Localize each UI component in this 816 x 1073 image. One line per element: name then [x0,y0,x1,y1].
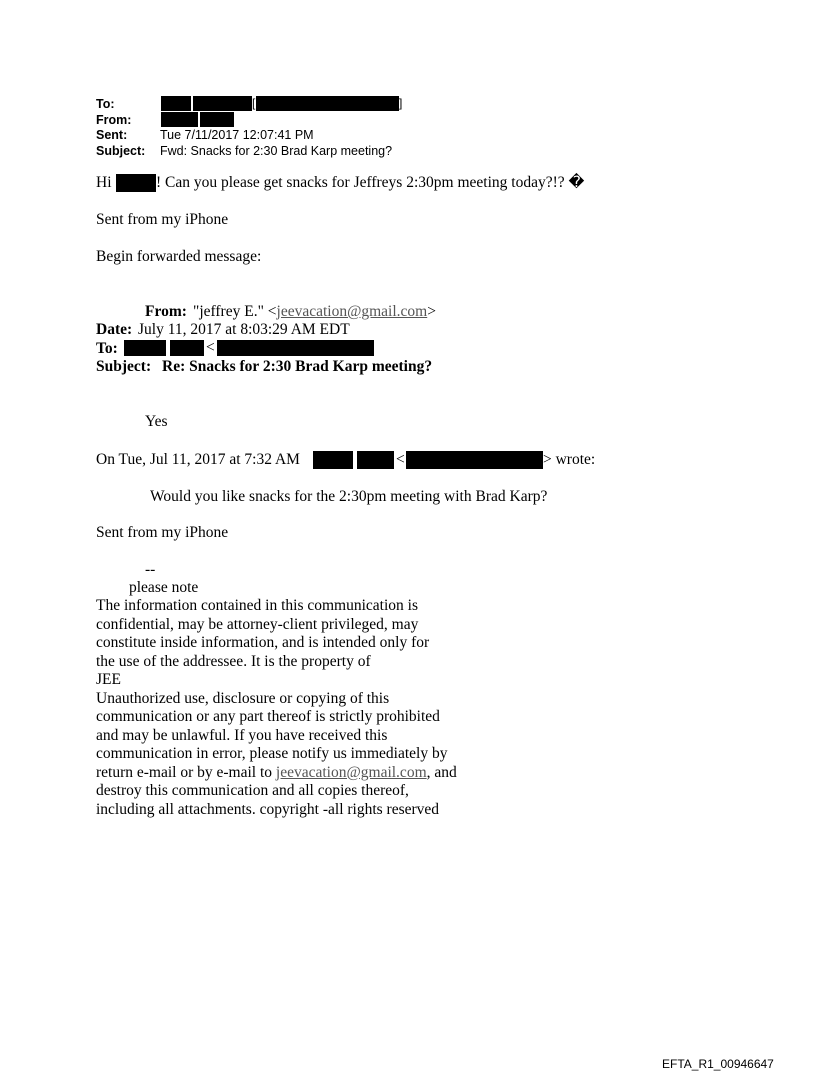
sent-label: Sent: [96,128,128,142]
fwd-from-email-link[interactable]: jeevacation@gmail.com [276,303,428,320]
redaction-block [406,451,543,469]
redaction-block [161,112,198,127]
redaction-block [193,96,252,111]
quoted-wrote: > wrote: [543,451,596,468]
notice-line: the use of the addressee. It is the property of [96,652,371,670]
redaction-block [217,340,374,356]
please-note: please note [129,579,199,596]
quoted-lt: < [396,451,405,468]
redaction-block [313,451,353,469]
redaction-block [200,112,234,127]
fwd-date-label: Date: [96,321,133,338]
notice-line: The information contained in this communication is [96,597,418,614]
notice-line: destroy this communication and all copies thereof, [96,782,409,799]
fwd-from-name: "jeffrey E." < [193,303,277,320]
notice-line: confidential, may be attorney-client privileged, may [96,615,419,633]
quoted-on-line: On Tue, Jul 11, 2017 at 7:32 AM [96,451,300,468]
fwd-subject-value: Re: Snacks for 2:30 Brad Karp meeting? [162,358,433,375]
to-label: To: [96,97,115,111]
begin-forwarded: Begin forwarded message: [96,248,262,265]
redaction-block [124,340,166,356]
notice-line-return: return e-mail or by e-mail to jeevacation@gmail.com, and [96,763,457,781]
notice-line: communication in error, please notify us immediately by [96,745,448,762]
greeting-request: ! Can you please get snacks for Jeffreys 2:30pm meeting today?!? � [156,174,585,191]
notice-line: constitute inside information, and is intended only for [96,634,430,651]
redaction-block [170,340,204,356]
redaction-block [161,96,191,111]
notice-line: and may be unlawful. If you have received this [96,726,388,744]
sent-value: Tue 7/11/2017 12:07:41 PM [160,128,314,142]
sent-from-iphone: Sent from my iPhone [96,211,229,228]
redaction-block [357,451,394,469]
reply-text: Yes [145,413,168,430]
fwd-to-label: To: [96,340,118,357]
fwd-to-bracket: < [206,339,215,356]
notice-line: Unauthorized use, disclosure or copying of this [96,689,390,707]
quoted-question: Would you like snacks for the 2:30pm meeting with Brad Karp? [150,488,548,505]
from-label: From: [96,113,132,127]
sent-from-iphone-2: Sent from my iPhone [96,524,229,541]
fwd-subject-label: Subject: [96,358,152,375]
redaction-block [256,96,399,111]
notice-email-link[interactable]: jeevacation@gmail.com [275,763,427,781]
subject-label: Subject: [96,144,146,158]
subject-value: Fwd: Snacks for 2:30 Brad Karp meeting? [160,144,393,158]
notice-line: communication or any part thereof is strictly prohibited [96,708,440,725]
signature-dashes: -- [145,561,156,578]
notice-line: JEE [96,671,121,688]
fwd-date-value: July 11, 2017 at 8:03:29 AM EDT [138,321,350,338]
redaction-block [116,174,156,192]
fwd-from-label: From: [145,303,187,320]
fwd-from-close: > [427,303,436,320]
notice-line: including all attachments. copyright -all rights reserved [96,800,440,818]
greeting-start: Hi [96,174,112,191]
document-id: EFTA_R1_00946647 [662,1057,774,1071]
confidentiality-notice [96,597,496,819]
